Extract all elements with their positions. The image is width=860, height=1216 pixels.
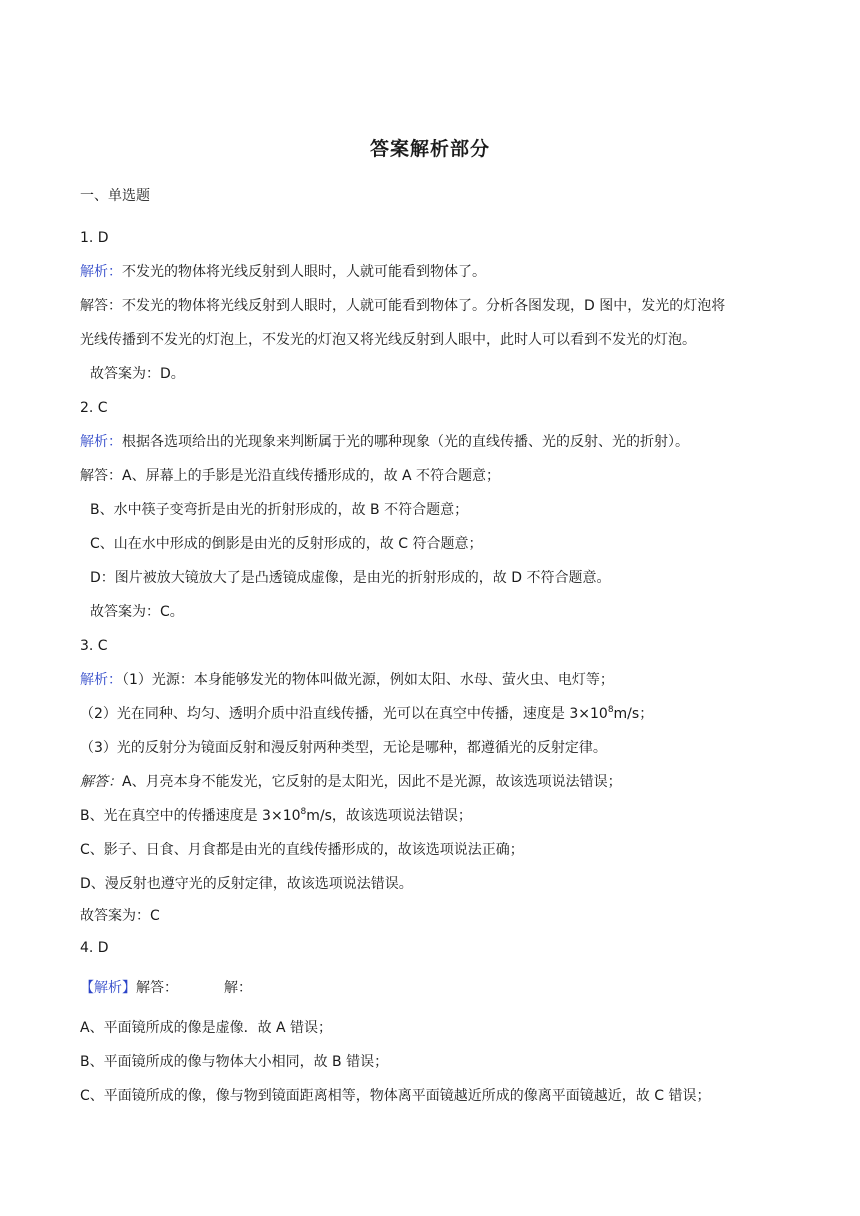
q2-answer-d: D：图片被放大镜放大了是凸透镜成虚像，是由光的折射形成的，故 D 不符合题意。 (90, 570, 611, 586)
analysis-text: 根据各选项给出的光现象来判断属于光的哪种现象（光的直线传播、光的反射、光的折射）。 (122, 434, 689, 450)
q2-answer-a: 解答：A、屏幕上的手影是光沿直线传播形成的，故 A 不符合题意； (80, 468, 501, 484)
solve-label: 解： (224, 980, 252, 996)
answer-label: 解答： (80, 774, 122, 790)
q1-final: 故答案为：D。 (90, 366, 185, 382)
exponent: 8 (607, 705, 614, 715)
analysis-text: （1）光源：本身能够发光的物体叫做光源，例如太阳、水母、萤火虫、电灯等； (122, 672, 614, 688)
q1-answer-line2: 光线传播到不发光的灯泡上，不发光的灯泡又将光线反射到人眼中，此时人可以看到不发光的灯泡。 (80, 332, 696, 348)
analysis-label: 解析： (80, 672, 122, 688)
q3-answer-a (80, 772, 622, 792)
analysis-unit: m/s； (613, 706, 654, 722)
analysis-text: （2）光在同种、均匀、透明介质中沿直线传播，光可以在真空中传播，速度是 3×10 (80, 706, 608, 722)
answer-label: 解答： (136, 980, 178, 996)
q2-answer-c: C、山在水中形成的倒影是由光的反射形成的，故 C 符合题意； (90, 536, 483, 552)
page-title: 答案解析部分 (369, 138, 490, 160)
bracket-analysis-label: 【解析】 (80, 980, 136, 996)
exponent: 8 (300, 807, 307, 817)
answer-text-tail: m/s，故该选项说法错误； (306, 808, 472, 824)
q3-analysis-2 (80, 704, 653, 724)
q2-answer-b: B、水中筷子变弯折是由光的折射形成的，故 B 不符合题意； (90, 502, 469, 518)
q1-answer-line1: 解答：不发光的物体将光线反射到人眼时，人就可能看到物体了。分析各图发现，D 图中，发光的灯泡将 (80, 298, 726, 314)
q4-header (80, 978, 252, 998)
q1-number: 1. D (80, 230, 109, 246)
q4-number: 4. D (80, 940, 109, 956)
analysis-label: 解析： (80, 264, 122, 280)
q3-analysis-3: （3）光的反射分为镜面反射和漫反射两种类型，无论是哪种，都遵循光的反射定律。 (80, 740, 607, 756)
q4-answer-b: B、平面镜所成的像与物体大小相同，故 B 错误； (80, 1054, 389, 1070)
section-heading: 一、单选题 (80, 188, 150, 204)
q2-analysis (80, 432, 689, 452)
q3-answer-d: D、漫反射也遵守光的反射定律，故该选项说法错误。 (80, 876, 413, 892)
q2-final: 故答案为：C。 (90, 604, 184, 620)
q4-answer-a: A、平面镜所成的像是虚像．故 A 错误； (80, 1020, 333, 1036)
q3-analysis-1 (80, 670, 614, 690)
q3-answer-b (80, 806, 472, 826)
q3-final: 故答案为：C (80, 908, 160, 924)
analysis-label: 解析： (80, 434, 122, 450)
answer-text: B、光在真空中的传播速度是 3×10 (80, 808, 301, 824)
q4-answer-c: C、平面镜所成的像，像与物到镜面距离相等，物体离平面镜越近所成的像离平面镜越近，故 C 错误； (80, 1088, 711, 1104)
answer-text: A、月亮本身不能发光，它反射的是太阳光，因此不是光源，故该选项说法错误； (122, 774, 622, 790)
q3-answer-c: C、影子、日食、月食都是由光的直线传播形成的，故该选项说法正确； (80, 842, 524, 858)
q3-number: 3. C (80, 638, 108, 654)
q1-analysis (80, 262, 486, 282)
q2-number: 2. C (80, 400, 108, 416)
analysis-text: 不发光的物体将光线反射到人眼时，人就可能看到物体了。 (122, 264, 486, 280)
